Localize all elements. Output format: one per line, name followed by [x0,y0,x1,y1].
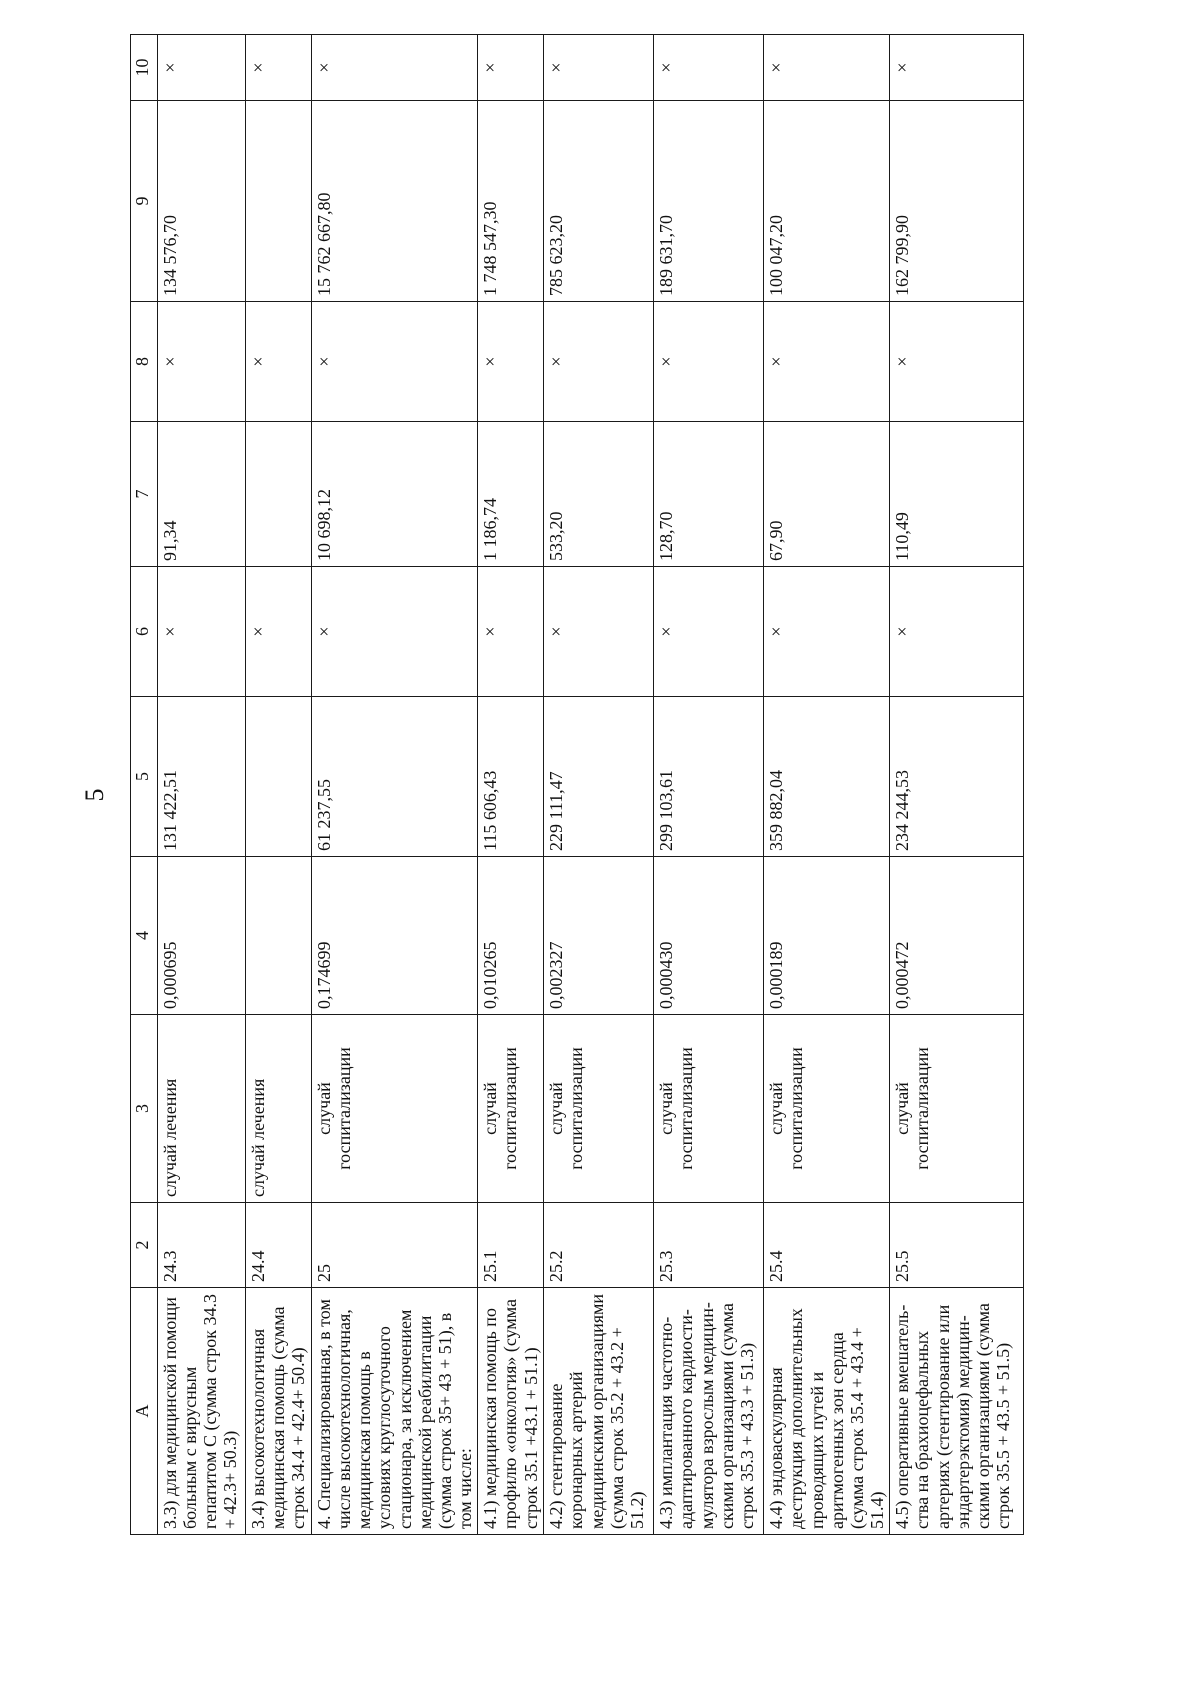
cross-mark: × [654,35,764,101]
value-cell: 0,000472 [890,857,1024,1015]
value-cell: 0,002327 [544,857,654,1015]
cross-mark: × [158,35,246,101]
value-cell [246,101,312,302]
cross-mark: × [246,35,312,101]
cross-mark: × [890,35,1024,101]
value-cell: 1 186,74 [478,422,544,567]
unit-cell: случай госпитализации [764,1015,890,1203]
value-cell: 299 103,61 [654,697,764,857]
value-cell: 100 047,20 [764,101,890,302]
row-code-cell: 25 [312,1203,478,1288]
row-code-cell: 25.4 [764,1203,890,1288]
table-row [544,35,654,1535]
cross-mark: × [478,567,544,697]
cross-mark: × [764,567,890,697]
unit-cell: случай госпитализации [544,1015,654,1203]
row-code-cell: 25.2 [544,1203,654,1288]
unit-cell: случай лечения [246,1015,312,1203]
unit-cell: случай госпитализации [654,1015,764,1203]
unit-cell: случай госпитализации [890,1015,1024,1203]
value-cell [246,422,312,567]
value-cell: 10 698,12 [312,422,478,567]
cross-mark: × [890,567,1024,697]
unit-cell: случай госпитализации [478,1015,544,1203]
value-cell: 134 576,70 [158,101,246,302]
header-cell: 9 [131,101,158,302]
value-cell: 0,010265 [478,857,544,1015]
cross-mark: × [478,302,544,422]
cross-mark: × [654,567,764,697]
row-name-cell: 4.2) стентирование коронарных артерий медицинскими организациями (сумма строк 35.2 + 43.2 + 51.2) [544,1288,654,1535]
value-cell: 61 237,55 [312,697,478,857]
row-name-cell: 4. Специализированная, в том числе высокотехнологичная, медицинская помощь в условиях круглосуточного стационара, за исключением медицинской реабилитации (сумма строк 35+ 43 + 51), в том числе: [312,1288,478,1535]
value-cell [246,697,312,857]
cross-mark: × [764,302,890,422]
header-row [131,35,158,1535]
cross-mark: × [544,302,654,422]
cross-mark: × [158,567,246,697]
value-cell: 0,000189 [764,857,890,1015]
row-code-cell: 25.5 [890,1203,1024,1288]
header-cell: 10 [131,35,158,101]
row-code-cell: 25.1 [478,1203,544,1288]
row-name-cell: 4.1) медицинская помощь по профилю «онкология» (сумма строк 35.1 +43.1 + 51.1) [478,1288,544,1535]
header-cell: 2 [131,1203,158,1288]
cross-mark: × [246,567,312,697]
header-cell: 7 [131,422,158,567]
header-cell: А [131,1288,158,1535]
value-cell: 15 762 667,80 [312,101,478,302]
cross-mark: × [544,35,654,101]
cross-mark: × [312,567,478,697]
table-row [764,35,890,1535]
value-cell: 162 799,90 [890,101,1024,302]
table-row [654,35,764,1535]
cross-mark: × [890,302,1024,422]
value-cell: 0,000430 [654,857,764,1015]
unit-cell: случай лечения [158,1015,246,1203]
row-code-cell: 24.4 [246,1203,312,1288]
row-name-cell: 4.5) оперативные вмешатель-ства на брахиоцефальных артериях (стентирование или эндартерэктомия) медицин-скими организациями (сумма строк 35.5 + 43.5 + 51.5) [890,1288,1024,1535]
row-code-cell: 24.3 [158,1203,246,1288]
value-cell: 234 244,53 [890,697,1024,857]
row-name-cell: 4.4) эндоваскулярная деструкция дополнительных проводящих путей и аритмогенных зон сердца (сумма строк 35.4 + 43.4 + 51.4) [764,1288,890,1535]
value-cell: 785 623,20 [544,101,654,302]
value-cell: 91,34 [158,422,246,567]
value-cell: 128,70 [654,422,764,567]
cross-mark: × [158,302,246,422]
header-cell: 4 [131,857,158,1015]
page-number: 5 [80,788,109,802]
cross-mark: × [544,567,654,697]
table-row [890,35,1024,1535]
value-cell: 0,174699 [312,857,478,1015]
row-code-cell: 25.3 [654,1203,764,1288]
cross-mark: × [478,35,544,101]
cross-mark: × [654,302,764,422]
table-row [478,35,544,1535]
rotated-table-sheet [130,35,1090,1535]
cross-mark: × [312,302,478,422]
value-cell: 67,90 [764,422,890,567]
unit-cell: случай госпитализации [312,1015,478,1203]
table-row [246,35,312,1535]
value-cell: 0,000695 [158,857,246,1015]
header-cell: 3 [131,1015,158,1203]
row-name-cell: 3.4) высокотехнологичная медицинская помощь (сумма строк 34.4 + 42.4+ 50.4) [246,1288,312,1535]
cross-mark: × [312,35,478,101]
row-name-cell: 3.3) для медицинской помощи больным с вирусным гепатитом С (сумма строк 34.3 + 42.3+ 50.3) [158,1288,246,1535]
table-row [312,35,478,1535]
value-cell: 533,20 [544,422,654,567]
data-table [130,34,1024,1535]
table-row [158,35,246,1535]
value-cell: 189 631,70 [654,101,764,302]
header-cell: 8 [131,302,158,422]
cross-mark: × [764,35,890,101]
value-cell: 131 422,51 [158,697,246,857]
value-cell [246,857,312,1015]
value-cell: 229 111,47 [544,697,654,857]
value-cell: 359 882,04 [764,697,890,857]
value-cell: 115 606,43 [478,697,544,857]
header-cell: 6 [131,567,158,697]
cross-mark: × [246,302,312,422]
header-cell: 5 [131,697,158,857]
value-cell: 110,49 [890,422,1024,567]
row-name-cell: 4.3) имплантация частотно-адаптированного кардиости-мулятора взрослым медицин-скими организациями (сумма строк 35.3 + 43.3 + 51.3) [654,1288,764,1535]
value-cell: 1 748 547,30 [478,101,544,302]
